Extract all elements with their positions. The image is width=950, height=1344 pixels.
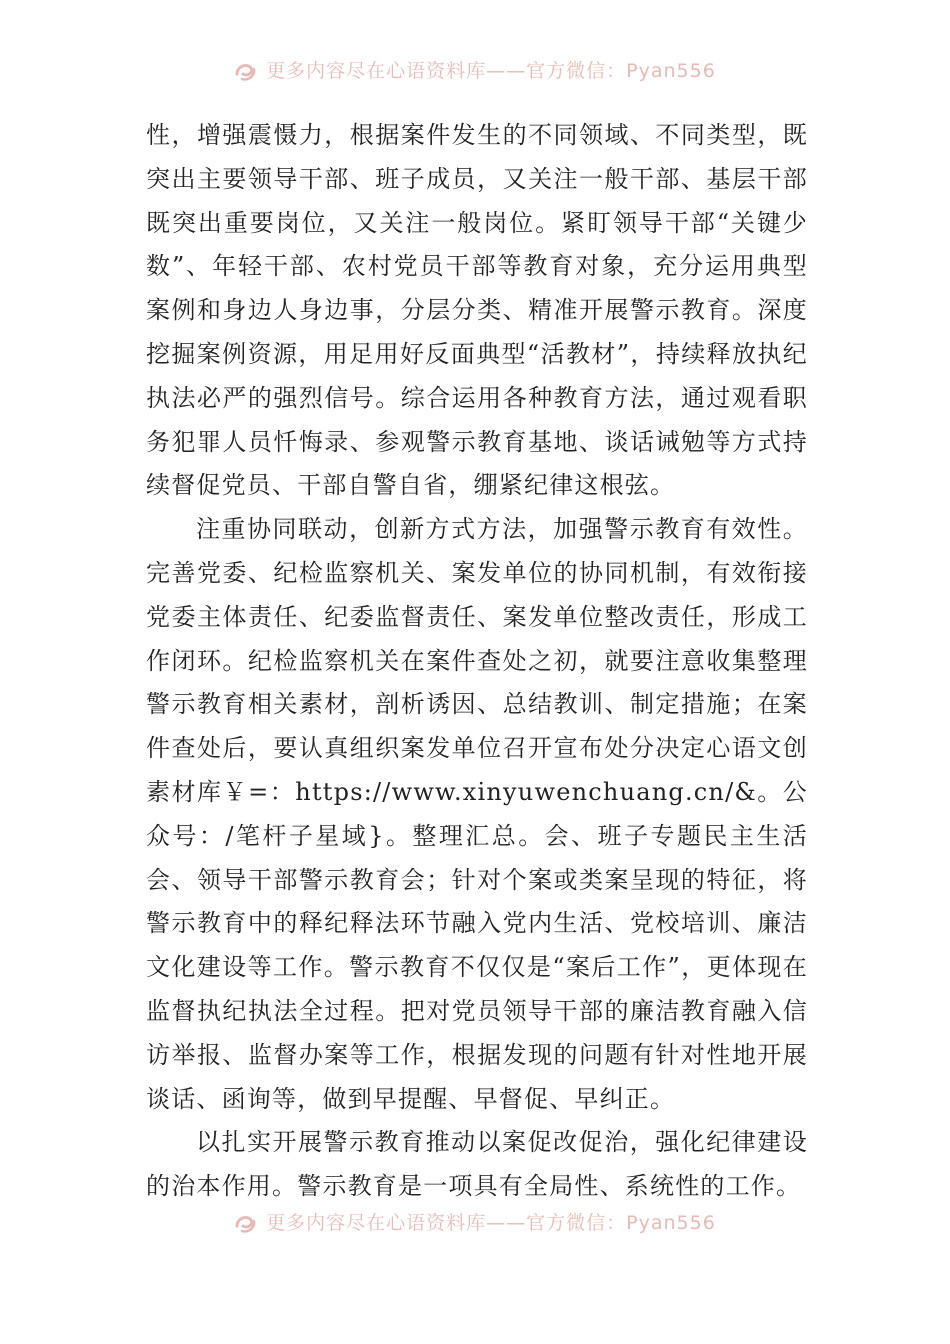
watermark-banner-bottom bbox=[0, 1210, 950, 1236]
watermark-text: 更多内容尽在心语资料库——官方微信：Pyan556 bbox=[266, 60, 716, 82]
logo-icon bbox=[234, 1212, 258, 1234]
document-body bbox=[146, 114, 808, 1209]
watermark-text: 更多内容尽在心语资料库——官方微信：Pyan556 bbox=[266, 1212, 716, 1234]
paragraph-3: 以扎实开展警示教育推动以案促改促治，强化纪律建设的治本作用。警示教育是一项具有全局性、系统性的工作。 bbox=[146, 1128, 808, 1201]
paragraph-1: 性，增强震慑力，根据案件发生的不同领域、不同类型，既突出主要领导干部、班子成员，又关注一般干部、基层干部既突出重要岗位，又关注一般岗位。紧盯领导干部“关键少数”、年轻干部、农村党员干部等教育对象，充分运用典型案例和身边人身边事，分层分类、精准开展警示教育。深度挖掘案例资源，用足用好反面典型“活教材”，持续释放执纪执法必严的强烈信号。综合运用各种教育方法，通过观看职务犯罪人员忏悔录、参观警示教育基地、谈话诫勉等方式持续督促党员、干部自警自省，绷紧纪律这根弦。 bbox=[146, 121, 808, 500]
paragraph-2: 注重协同联动，创新方式方法，加强警示教育有效性。完善党委、纪检监察机关、案发单位的协同机制，有效衔接党委主体责任、纪委监督责任、案发单位整改责任，形成工作闭环。纪检监察机关在案件查处之初，就要注意收集整理警示教育相关素材，剖析诱因、总结教训、制定措施；在案件查处后，要认真组织案发单位召开宣布处分决定心语文创素材库￥=：https://www.xinyuwenchuang.cn/&。公众号：/笔杆子星域}。整理汇总。会、班子专题民主生活会、领导干部警示教育会；针对个案或类案呈现的特征，将警示教育中的释纪释法环节融入党内生活、党校培训、廉洁文化建设等工作。警示教育不仅仅是“案后工作”，更体现在监督执纪执法全过程。把对党员领导干部的廉洁教育融入信访举报、监督办案等工作，根据发现的问题有针对性地开展谈话、函询等，做到早提醒、早督促、早纠正。 bbox=[146, 515, 808, 1113]
logo-icon bbox=[234, 60, 258, 82]
watermark-banner-top bbox=[0, 58, 950, 84]
